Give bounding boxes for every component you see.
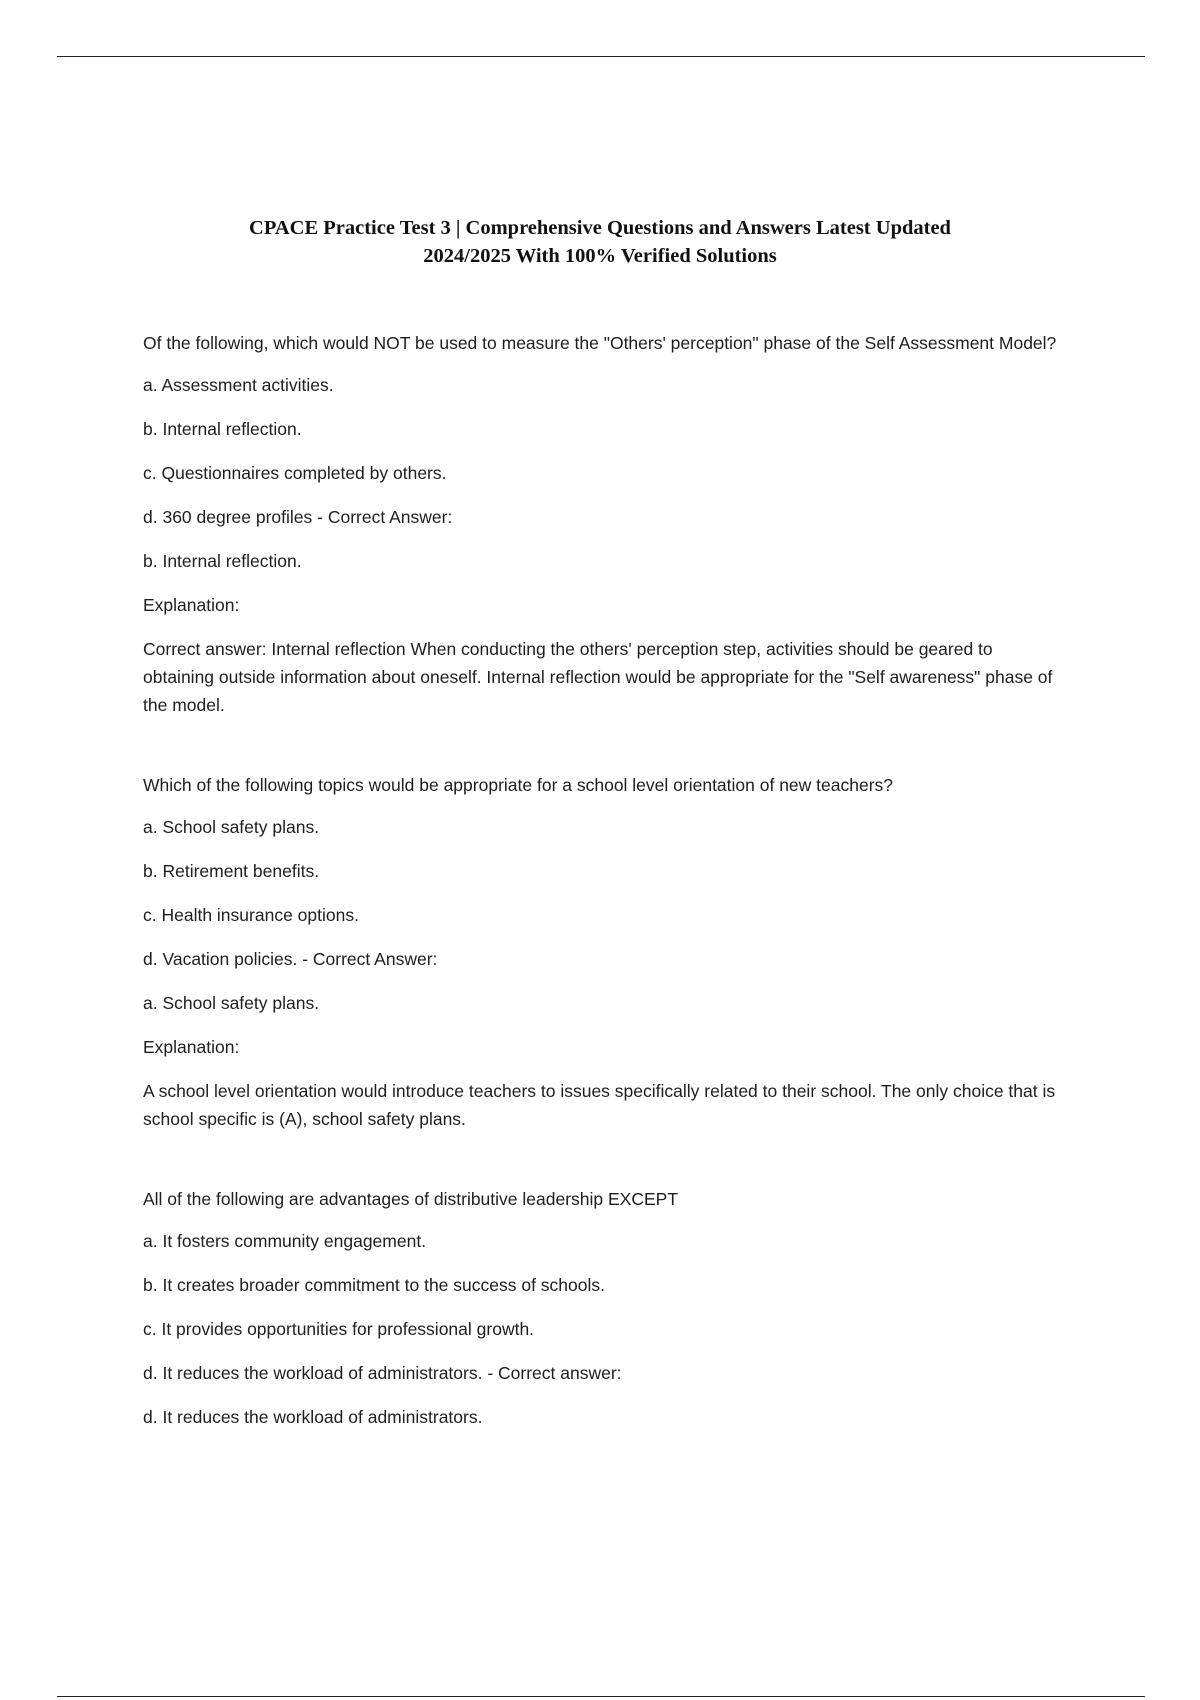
explanation-text: Correct answer: Internal reflection When conducting the others' perception step, activities should be geared to obtaining outside information about oneself. Internal reflection would be appropriate for the "Self awareness" phase of the model. bbox=[143, 639, 1053, 715]
question-block-1 bbox=[143, 329, 1063, 719]
top-divider bbox=[57, 56, 1145, 57]
correct-answer: b. Internal reflection. bbox=[143, 551, 302, 571]
explanation-label: Explanation: bbox=[143, 595, 240, 615]
option-b: b. Retirement benefits. bbox=[143, 861, 320, 881]
option-a: a. School safety plans. bbox=[143, 817, 320, 837]
correct-answer: d. It reduces the workload of administrators. bbox=[143, 1407, 483, 1427]
question-text: All of the following are advantages of distributive leadership EXCEPT bbox=[143, 1189, 679, 1209]
explanation-text: A school level orientation would introduce teachers to issues specifically related to their school. The only choice that is school specific is (A), school safety plans. bbox=[143, 1081, 1056, 1129]
title-line-2: 2024/2025 With 100% Verified Solutions bbox=[423, 245, 777, 267]
option-d: d. 360 degree profiles - Correct Answer: bbox=[143, 507, 453, 527]
option-d: d. Vacation policies. - Correct Answer: bbox=[143, 949, 438, 969]
correct-answer: a. School safety plans. bbox=[143, 993, 320, 1013]
question-block-3 bbox=[143, 1185, 1063, 1431]
option-c: c. Questionnaires completed by others. bbox=[143, 463, 447, 483]
option-b: b. Internal reflection. bbox=[143, 419, 302, 439]
bottom-divider bbox=[57, 1696, 1145, 1697]
option-c: c. Health insurance options. bbox=[143, 905, 359, 925]
option-b: b. It creates broader commitment to the success of schools. bbox=[143, 1275, 606, 1295]
questions-list bbox=[143, 329, 1063, 1447]
title-line-1: CPACE Practice Test 3 | Comprehensive Questions and Answers Latest Updated bbox=[249, 217, 951, 239]
option-c: c. It provides opportunities for professional growth. bbox=[143, 1319, 535, 1339]
option-a: a. It fosters community engagement. bbox=[143, 1231, 427, 1251]
explanation-label: Explanation: bbox=[143, 1037, 240, 1057]
document-title bbox=[150, 214, 1050, 270]
question-block-2 bbox=[143, 771, 1063, 1133]
option-a: a. Assessment activities. bbox=[143, 375, 334, 395]
question-text: Of the following, which would NOT be used to measure the "Others' perception" phase of the Self Assessment Model? bbox=[143, 333, 1057, 353]
question-text: Which of the following topics would be appropriate for a school level orientation of new teachers? bbox=[143, 775, 894, 795]
option-d: d. It reduces the workload of administrators. - Correct answer: bbox=[143, 1363, 622, 1383]
